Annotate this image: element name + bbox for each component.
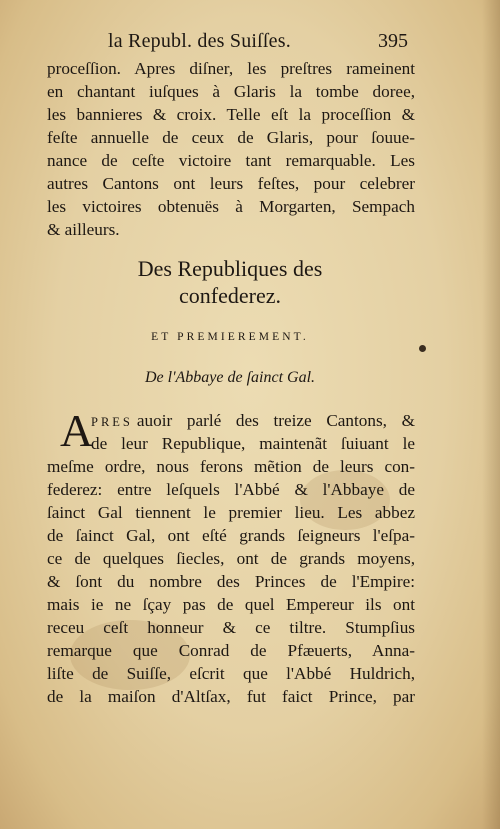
running-head: la Republ. des Suiſſes. [108, 30, 291, 52]
text-line: feſte annuelle de ceux de Glaris, pour ſouue- [47, 128, 415, 147]
text-line: federez: entre leſquels l'Abbé & l'Abbaye de [47, 480, 415, 499]
text-line: mais ie ne ſçay pas de quel Empereur ils ont [47, 595, 415, 614]
text-line: remarque que Conrad de Pfæuerts, Anna- [47, 641, 415, 660]
text-line: & ſont du nombre des Princes de l'Empire: [47, 572, 415, 591]
text-line: ſainct Gal tiennent le premier lieu. Les abbez [47, 503, 415, 522]
chapter-title-line-2: confederez. [179, 283, 281, 308]
text-line: receu ceſt honneur & ce tiltre. Stumpſius [47, 618, 415, 637]
text-line: nance de ceſte victoire tant remarquable. Les [47, 151, 415, 170]
page-edge-shadow [482, 0, 500, 829]
text-line: de leur Republique, maintenãt ſuiuant le [91, 434, 415, 453]
smallcaps-word: PRES [91, 415, 133, 429]
text-line-first [91, 410, 415, 433]
text-line: de ſainct Gal, ont eſté grands ſeigneurs l'eſpa- [47, 526, 415, 545]
text-line: meſme ordre, nous ferons mẽtion de leurs con- [47, 457, 415, 476]
drop-cap: A [60, 405, 94, 456]
subheading: ET PREMIEREMENT. [151, 331, 309, 343]
text-line: ce de quelques ſiecles, ont de grands moyens, [47, 549, 415, 568]
ink-blot [419, 345, 426, 352]
text-line: en chantant iuſques à Glaris la tombe doree, [47, 82, 415, 101]
text-line: autres Cantons ont leurs feſtes, pour celebrer [47, 174, 415, 193]
chapter-title-line-1: Des Republiques des [137, 256, 323, 281]
text-segment: auoir parlé des treize Cantons, & [136, 411, 415, 430]
section-heading: De l'Abbaye de ſainct Gal. [144, 369, 316, 386]
text-line: & ailleurs. [47, 220, 120, 239]
text-line: les victoires obtenuës à Morgarten, Sempach [47, 197, 415, 216]
text-line: liſte de Suiſſe, eſcrit que l'Abbé Huldrich, [47, 664, 415, 683]
text-line: de la maiſon d'Altſax, fut faict Prince, par [47, 687, 415, 706]
text-line: les bannieres & croix. Telle eſt la proceſſion & [47, 105, 415, 124]
page-number: 395 [378, 30, 408, 52]
text-line: proceſſion. Apres diſner, les preſtres rameinent [47, 59, 415, 78]
